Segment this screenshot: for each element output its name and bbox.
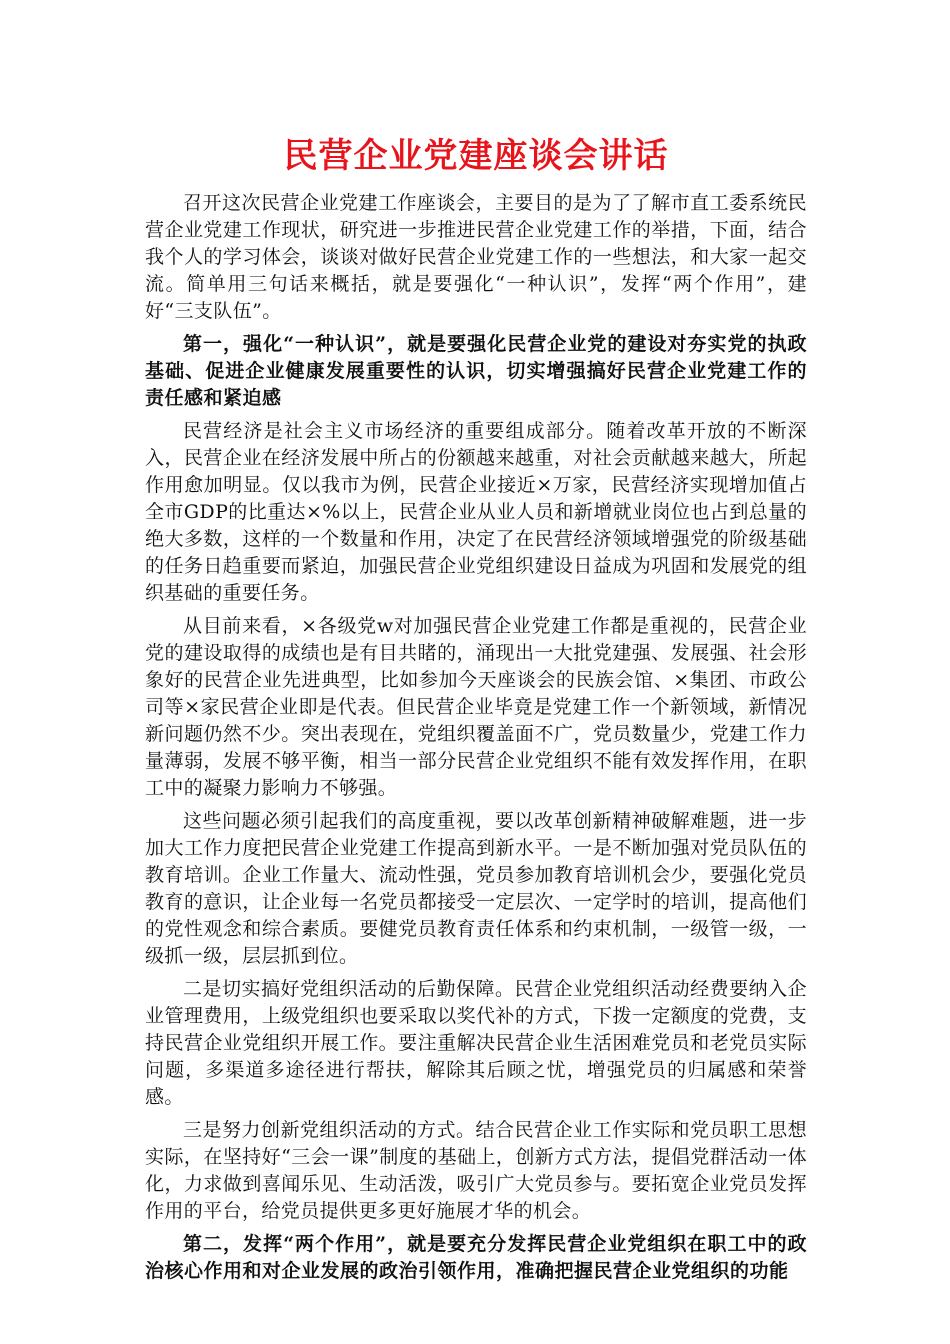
section-heading-first: 第一，强化“一种认识”，就是要强化民营企业党的建设对夯实党的执政基础、促进企业健康发展重要性的认识，切实增强搞好民营企业党建工作的责任感和紧迫感 <box>145 333 807 409</box>
paragraph-intro: 召开这次民营企业党建工作座谈会，主要目的是为了了解市直工委系统民营企业党建工作现状，研究进一步推进民营企业党建工作的举措，下面，结合我个人的学习体会，谈谈对做好民营企业党建工作的一些想法，和大家一起交流。简单用三句话来概括，就是要强化“一种认识”，发挥“两个作用”，建好“三支队伍”。 <box>145 192 807 322</box>
paragraph-body: 民营经济是社会主义市场经济的重要组成部分。随着改革开放的不断深入，民营企业在经济发展中所占的份额越来越重，对社会贡献越来越大，所起作用愈加明显。仅以我市为例，民营企业接近×万家，民营经济实现增加值占全市GDP的比重达×%以上，民营企业从业人员和新增就业岗位也占到总量的绝大多数，这样的一个数量和作用，决定了在民营经济领域增强党的阶级基础的任务日趋重要而紧迫，加强民营企业党组织建设日益成为巩固和发展党的组织基础的重要任务。 <box>145 420 807 604</box>
paragraph-body: 二是切实搞好党组织活动的后勤保障。民营企业党组织活动经费要纳入企业管理费用，上级党组织也要采取以奖代补的方式，下拨一定额度的党费，支持民营企业党组织开展工作。要注重解决民营企业生活困难党员和老党员实际问题，多渠道多途径进行帮扶，解除其后顾之忧，增强党员的归属感和荣誉感。 <box>145 978 807 1108</box>
paragraph-body: 这些问题必须引起我们的高度重视，要以改革创新精神破解难题，进一步加大工作力度把民营企业党建工作提高到新水平。一是不断加强对党员队伍的教育培训。企业工作量大、流动性强，党员参加教育培训机会少，要强化党员教育的意识，让企业每一名党员都接受一定层次、一定学时的培训，提高他们的党性观念和综合素质。要健党员教育责任体系和约束机制，一级管一级，一级抓一级，层层抓到位。 <box>145 810 807 967</box>
paragraph-body: 从目前来看，×各级党w对加强民营企业党建工作都是重视的，民营企业党的建设取得的成绩也是有目共睹的，涌现出一大批党建强、发展强、社会形象好的民营企业先进典型，比如参加今天座谈会的民族会馆、×集团、市政公司等×家民营企业即是代表。但民营企业毕竟是党建工作一个新领域，新情况新问题仍然不少。突出表现在，党组织覆盖面不广，党员数量少，党建工作力量薄弱，发展不够平衡，相当一部分民营企业党组织不能有效发挥作用，在职工中的凝聚力影响力不够强。 <box>145 615 807 799</box>
document-title: 民营企业党建座谈会讲话 <box>283 136 669 176</box>
section-heading-second: 第二，发挥“两个作用”，就是要充分发挥民营企业党组织在职工中的政治核心作用和对企业发展的政治引领作用，准确把握民营企业党组织的功能 <box>145 1233 807 1282</box>
document-page <box>145 128 807 1291</box>
paragraph-body: 三是努力创新党组织活动的方式。结合民营企业工作实际和党员职工思想实际，在坚持好“三会一课”制度的基础上，创新方式方法，提倡党群活动一体化，力求做到喜闻乐见、生动活泼，吸引广大党员参与。要拓宽企业党员发挥作用的平台，给党员提供更多更好施展才华的机会。 <box>145 1119 807 1222</box>
